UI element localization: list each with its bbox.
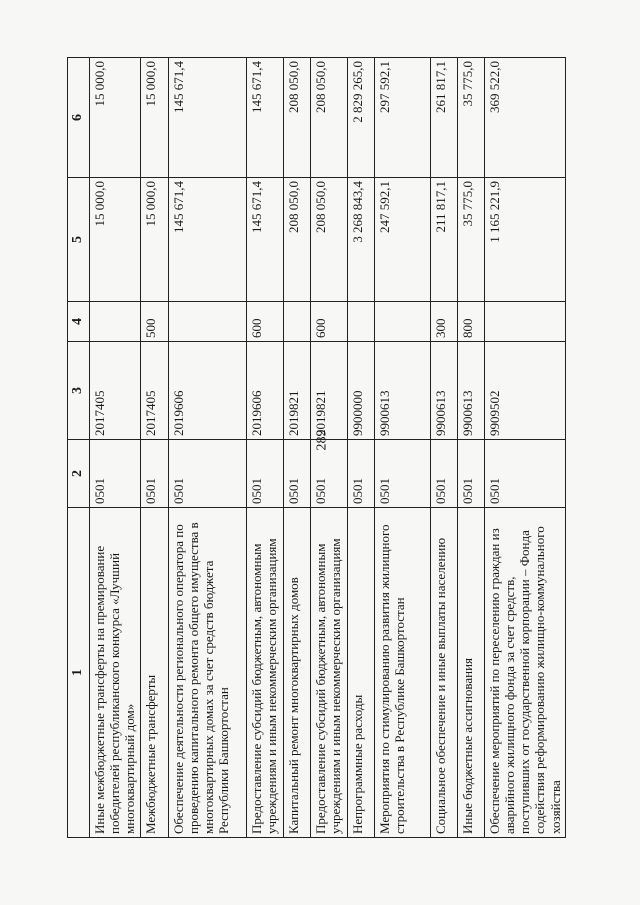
cell-amount-1: 211 817,1 [430,178,457,302]
cell-expense-type: 500 [140,302,168,342]
table-row [430,58,457,838]
cell-expense-type: 600 [310,302,347,342]
header-row [68,58,90,838]
cell-name: Межбюджетные трансферты [140,508,168,838]
cell-target-code: 9909502 [484,342,566,440]
cell-section-code: 0501 [484,440,566,508]
cell-name: Иные бюджетные ассигнования [457,508,484,838]
table-row [347,58,374,838]
cell-expense-type: 600 [246,302,283,342]
header-col-3: 3 [68,342,90,440]
cell-amount-2: 208 050,0 [283,58,310,178]
cell-amount-2: 145 671,4 [246,58,283,178]
cell-target-code: 2019606 [246,342,283,440]
cell-target-code: 9900613 [457,342,484,440]
cell-target-code: 9900613 [374,342,430,440]
page-number: 289 [314,429,330,451]
budget-table [67,57,566,838]
cell-amount-2: 261 817,1 [430,58,457,178]
cell-amount-2: 369 522,0 [484,58,566,178]
cell-amount-1: 145 671,4 [246,178,283,302]
cell-section-code: 0501 [347,440,374,508]
cell-name: Непрограммные расходы [347,508,374,838]
cell-amount-2: 145 671,4 [168,58,246,178]
cell-amount-2: 35 775,0 [457,58,484,178]
cell-amount-1: 145 671,4 [168,178,246,302]
cell-name: Обеспечение деятельности регионального оператора по проведению капитального ремонта общего имущества в многоквартирных домах за счет средств бюджета Республики Башкортостан [168,508,246,838]
cell-section-code: 0501 [140,440,168,508]
cell-expense-type [347,302,374,342]
cell-amount-2: 15 000,0 [140,58,168,178]
cell-section-code: 0501 [283,440,310,508]
header-col-6: 6 [68,58,90,178]
cell-target-code: 2017405 [140,342,168,440]
cell-expense-type [484,302,566,342]
rotated-table-wrapper [67,58,563,838]
cell-expense-type [168,302,246,342]
cell-amount-1: 15 000,0 [89,178,140,302]
cell-name: Предоставление субсидий бюджетным, автономным учреждениям и иным некоммерческим организациям [310,508,347,838]
cell-target-code: 9900000 [347,342,374,440]
table-row [374,58,430,838]
cell-name: Иные межбюджетные трансферты на премирование победителей республиканского конкурса «Лучший многоквартирный дом» [89,508,140,838]
table-row [168,58,246,838]
cell-section-code: 0501 [457,440,484,508]
cell-amount-1: 247 592,1 [374,178,430,302]
cell-name: Предоставление субсидий бюджетным, автономным учреждениям и иным некоммерческим организациям [246,508,283,838]
header-col-2: 2 [68,440,90,508]
cell-amount-1: 3 268 843,4 [347,178,374,302]
table-row [310,58,347,838]
cell-amount-1: 208 050,0 [283,178,310,302]
cell-name: Социальное обеспечение и иные выплаты населению [430,508,457,838]
cell-amount-2: 2 829 265,0 [347,58,374,178]
cell-target-code: 2019821 [310,342,347,440]
table-row [457,58,484,838]
cell-target-code: 2017405 [89,342,140,440]
header-col-5: 5 [68,178,90,302]
cell-target-code: 9900613 [430,342,457,440]
cell-expense-type: 800 [457,302,484,342]
cell-section-code: 0501 [374,440,430,508]
table-row [89,58,140,838]
cell-expense-type [283,302,310,342]
cell-name: Обеспечение мероприятий по переселению граждан из аварийного жилищного фонда за счет средств, поступивших от государственной корпорации – Фонда содействия реформированию жилищно-коммунального хозяйства [484,508,566,838]
cell-amount-2: 15 000,0 [89,58,140,178]
table-row [283,58,310,838]
table-row [484,58,566,838]
cell-target-code: 2019821 [283,342,310,440]
header-col-4: 4 [68,302,90,342]
cell-section-code: 0501 [430,440,457,508]
cell-section-code: 0501 [246,440,283,508]
cell-amount-1: 208 050,0 [310,178,347,302]
table-row [140,58,168,838]
cell-target-code: 2019606 [168,342,246,440]
cell-section-code: 0501 [310,440,347,508]
cell-expense-type [89,302,140,342]
table-row [246,58,283,838]
cell-name: Мероприятия по стимулированию развития жилищного строительства в Республике Башкортостан [374,508,430,838]
cell-section-code: 0501 [89,440,140,508]
cell-section-code: 0501 [168,440,246,508]
cell-name: Капитальный ремонт многоквартирных домов [283,508,310,838]
cell-expense-type: 300 [430,302,457,342]
cell-amount-1: 35 775,0 [457,178,484,302]
header-col-1: 1 [68,508,90,838]
cell-expense-type [374,302,430,342]
cell-amount-1: 1 165 221,9 [484,178,566,302]
cell-amount-1: 15 000,0 [140,178,168,302]
cell-amount-2: 208 050,0 [310,58,347,178]
cell-amount-2: 297 592,1 [374,58,430,178]
